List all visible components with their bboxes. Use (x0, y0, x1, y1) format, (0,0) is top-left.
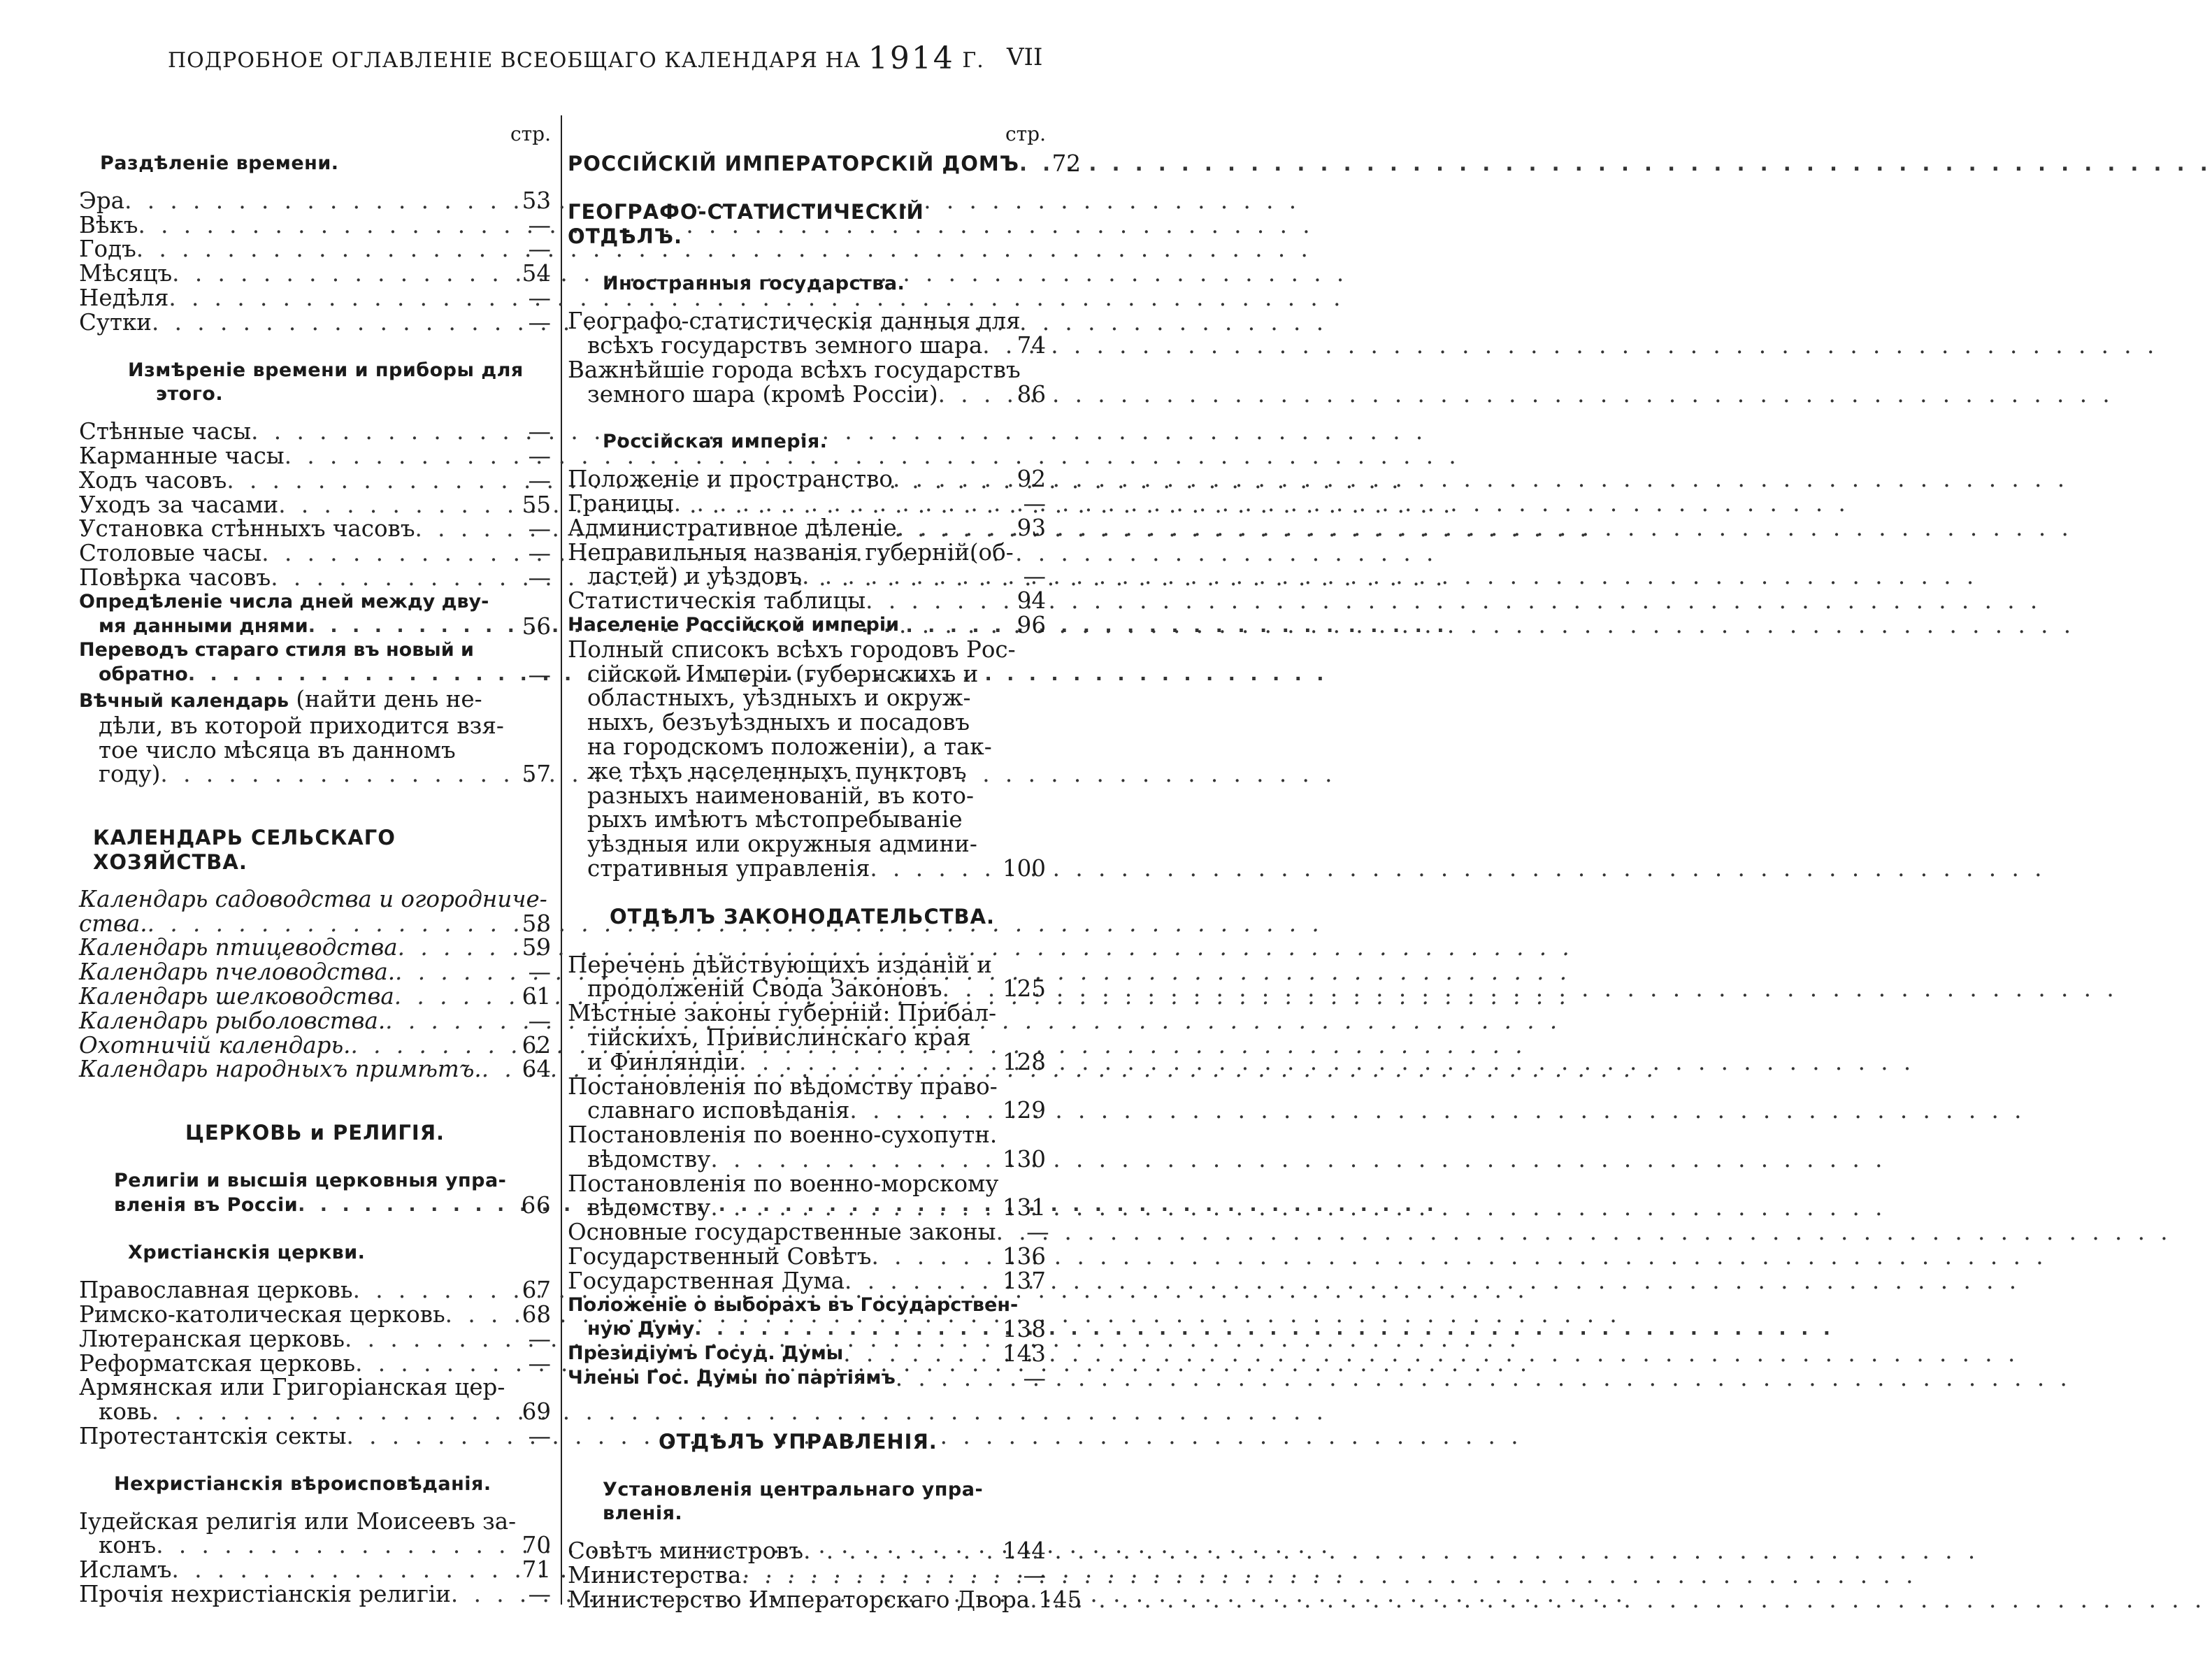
page-number: VII (1007, 43, 1043, 71)
entry-line: дѣли, въ которой приходится взя- (99, 712, 504, 739)
entry-page: 55 (522, 491, 551, 518)
entry-line: тое число мѣсяца въ данномъ (99, 736, 456, 763)
entry-page: 138 (1002, 1316, 1046, 1343)
entry-page: 59 (522, 934, 551, 961)
toc-entry[interactable] (79, 517, 551, 541)
toc-entry[interactable] (568, 1219, 1049, 1246)
entry-page: 57 (522, 761, 551, 788)
entry-page: 143 (1002, 1340, 1046, 1368)
entry-label: Повѣрка часовъ (79, 564, 271, 591)
entry-line: на городскомъ положеніи), а так- (587, 733, 992, 760)
entry-label: Государственная Дума (568, 1267, 845, 1294)
entry-label: Календарь шелководства (79, 982, 394, 1010)
toc-entry-cities[interactable] (568, 358, 1046, 407)
entry-page: 93 (1017, 514, 1046, 541)
entry-page: 129 (1002, 1097, 1046, 1124)
leader-dots (227, 468, 506, 493)
leader-dots (395, 960, 506, 984)
leader-dots (251, 420, 506, 444)
entry-line: (найти день не- (289, 685, 482, 712)
leader-dots (897, 516, 997, 540)
administration-heading: ОТДѢЛЪ УПРАВЛЕНІЯ. (659, 1429, 938, 1454)
entry-page: 61 (522, 982, 551, 1010)
entry-line: и Финляндіи (587, 1048, 740, 1075)
entry-page: — (528, 1325, 551, 1352)
christian-list (79, 1278, 551, 1449)
leader-dots (355, 1351, 506, 1376)
toc-entry-full-list[interactable] (568, 638, 1046, 881)
entry-line: областныхъ, уѣздныхъ и окруж- (587, 684, 971, 712)
central-admin-heading (568, 1478, 1046, 1527)
leader-dots (870, 856, 997, 881)
foreign-list (568, 309, 1046, 406)
entry-label: Мѣсяцъ (79, 260, 173, 287)
toc-entry[interactable] (79, 420, 551, 444)
leader-dots (136, 237, 506, 261)
entry-line: всѣхъ государствъ земного шара (587, 331, 983, 359)
entry-line: Переводъ стараго стиля въ новый и (79, 639, 474, 661)
time-division-list (79, 189, 551, 335)
time-measure-list (79, 420, 551, 787)
entry-page: — (528, 540, 551, 567)
entry-page: — (528, 1581, 551, 1608)
entry-label: Установка стѣнныхъ часовъ (79, 515, 415, 543)
entry-line: тійскихъ, Привислинскаго края (587, 1024, 971, 1051)
entry-line: Постановленія по военно-морскому (568, 1170, 999, 1197)
leader-dots (148, 912, 506, 936)
heading-line: этого. (156, 383, 224, 406)
entry-line: году) (99, 761, 161, 788)
entry-line: мя данными днями (99, 615, 308, 637)
toc-entry[interactable] (568, 1563, 1046, 1588)
toc-entry-current-laws[interactable] (568, 953, 1046, 1002)
left-column-page-header: стр. (510, 122, 551, 145)
entry-line: Неправильныя названія губерній(об- (568, 538, 1014, 566)
heading-line: Измѣреніе времени и приборы для (128, 359, 524, 381)
toc-entry[interactable] (79, 1009, 551, 1033)
entry-page: — (528, 284, 551, 311)
entry-label: Президіумъ Госуд. Думы (568, 1342, 844, 1365)
leader-dots (351, 1033, 507, 1058)
toc-entry-geo-data[interactable] (568, 309, 1046, 358)
toc-entry[interactable] (568, 516, 1046, 540)
entry-page: — (528, 308, 551, 336)
toc-entry[interactable] (79, 935, 551, 960)
heading-line: Установленія центральнаго упра- (603, 1478, 984, 1500)
entry-page: 96 (1017, 611, 1046, 638)
leader-dots (845, 1269, 997, 1293)
entry-line: ства. (79, 910, 148, 937)
entry-label: Православная церковь (79, 1277, 353, 1304)
toc-entry[interactable] (79, 984, 551, 1009)
page-header (0, 41, 1119, 89)
leader-dots (298, 1193, 506, 1218)
entry-label: Эра (79, 187, 125, 214)
leader-dots (285, 444, 506, 468)
entry-label: Календарь народныхъ примѣтъ. (79, 1056, 482, 1083)
leader-dots (278, 493, 506, 517)
entry-line: Религіи и высшія церковныя упра- (114, 1169, 507, 1191)
entry-page: 125 (1002, 975, 1046, 1003)
entry-page: 64 (522, 1056, 551, 1083)
entry-label: Исламъ (79, 1556, 172, 1584)
entry-page: 62 (522, 1031, 551, 1059)
entry-label: Римско-католическая церковь (79, 1301, 445, 1328)
leader-dots (345, 1327, 506, 1351)
leader-dots (482, 1057, 506, 1082)
entry-page: — (1023, 563, 1046, 590)
toc-entry-judaism[interactable] (79, 1507, 551, 1559)
toc-entry-days-between[interactable] (79, 590, 551, 639)
entry-label: Календарь птицеводства (79, 934, 398, 961)
toc-entry[interactable] (79, 261, 551, 286)
entry-page: 53 (522, 187, 551, 214)
entry-line: Важнѣйшіе города всѣхъ государствъ (568, 356, 1021, 383)
toc-entry[interactable] (79, 444, 551, 468)
entry-label: Члены Гос. Думы по партіямъ (568, 1367, 896, 1389)
entry-page: 130 (1002, 1145, 1046, 1173)
entry-line: вѣдомству (587, 1194, 711, 1221)
toc-entry-gardening[interactable] (79, 887, 551, 936)
entry-page: — (1023, 489, 1046, 517)
entry-label: Населеніе Россійской имперіи (568, 613, 900, 636)
entry-page: 72 (1051, 150, 1082, 177)
leader-dots (138, 213, 506, 238)
entry-page: 131 (1002, 1194, 1046, 1221)
column-divider (561, 115, 562, 1605)
leader-dots (385, 1009, 506, 1033)
toc-entry-elections[interactable] (568, 1293, 1046, 1342)
toc-entry-style-conversion[interactable] (79, 638, 551, 687)
entry-line: ную Думу (587, 1318, 695, 1340)
toc-entry-eternal-calendar[interactable] (79, 687, 551, 787)
leader-dots (694, 1317, 997, 1342)
toc-entry[interactable] (79, 960, 551, 984)
toc-entry-church-admin[interactable] (79, 1169, 551, 1218)
entry-line: Полный списокъ всѣхъ городовъ Рос- (568, 636, 1016, 663)
entry-page: 86 (1017, 380, 1046, 408)
entry-line: Іудейская религія или Моисеевъ за- (79, 1507, 517, 1535)
geo-stat-heading: ГЕОГРАФО-СТАТИСТИЧЕСКІЙ ОТДѢЛЪ. (568, 199, 924, 248)
leader-dots (1019, 152, 1032, 176)
entry-line: Армянская или Григоріанская цер- (79, 1374, 505, 1401)
toc-entry[interactable] (568, 1245, 1046, 1269)
entry-page: 70 (522, 1532, 551, 1559)
toc-entry[interactable] (79, 1278, 551, 1303)
entry-page: — (528, 661, 551, 689)
entry-page: — (528, 959, 551, 986)
entry-label: Сутки (79, 308, 152, 336)
entry-line: вленія въ Россіи (114, 1193, 299, 1216)
toc-entry[interactable] (79, 1303, 551, 1327)
leader-dots (394, 984, 506, 1009)
entry-line: стративныя управленія (587, 854, 870, 882)
entry-line: уѣздныя или окружныя админи- (587, 831, 977, 858)
toc-entry-population[interactable] (568, 613, 1046, 638)
entry-page: 136 (1002, 1243, 1046, 1270)
entry-line: Мѣстные законы губерній: Прибал- (568, 1000, 997, 1027)
leader-dots (942, 977, 997, 1001)
entry-label: РОССІЙСКІЙ ИМПЕРАТОРСКІЙ ДОМЪ (568, 152, 1020, 175)
toc-entry-members[interactable] (568, 1366, 1046, 1391)
toc-entry-armenian[interactable] (79, 1375, 551, 1424)
running-title (168, 41, 984, 76)
entry-page: 137 (1002, 1267, 1046, 1294)
entry-line: обратно (99, 664, 188, 686)
toc-entry[interactable] (568, 489, 1046, 517)
entry-page: — (528, 1423, 551, 1450)
leader-dots (152, 310, 506, 335)
entry-label: Положеніе и пространство (568, 466, 893, 493)
toc-entry[interactable] (79, 468, 551, 493)
entry-line: сійской Имперіи (губернскихъ и (587, 660, 979, 687)
entry-line: конъ (99, 1532, 157, 1559)
entry-page: 74 (1017, 331, 1046, 359)
entry-line: ковь (99, 1398, 152, 1426)
leader-dots (261, 541, 506, 566)
entry-label: Министерство Императорскаго Двора (568, 1586, 1030, 1613)
leader-dots (156, 1533, 506, 1558)
nonchristian-heading: Нехристіанскія вѣроисповѣданія. (114, 1472, 491, 1495)
toc-entry-presidium[interactable] (568, 1342, 1046, 1366)
leader-dots (168, 286, 506, 310)
leader-dots (802, 564, 997, 589)
entry-page: — (1026, 1219, 1049, 1246)
entry-label: Основные государственные законы (568, 1219, 996, 1246)
toc-entry[interactable] (79, 1424, 551, 1449)
leader-dots (710, 1196, 997, 1220)
toc-entry[interactable] (79, 1351, 551, 1376)
entry-line: славнаго исповѣданія (587, 1097, 850, 1124)
entry-page: 144 (1002, 1537, 1046, 1565)
entry-page: — (528, 515, 551, 543)
entry-line: продолженій Свода Законовъ (587, 975, 942, 1003)
toc-entry[interactable] (568, 467, 1046, 492)
entry-label: Министерства (568, 1562, 742, 1589)
entry-page: 68 (522, 1301, 551, 1328)
leader-dots (398, 935, 506, 960)
church-heading: ЦЕРКОВЬ и РЕЛИГІЯ. (185, 1121, 445, 1145)
entry-page: — (528, 1349, 551, 1377)
time-division-heading: Раздѣленіе времени. (100, 152, 339, 174)
entry-page: 58 (522, 910, 551, 937)
entry-line: Постановленія по военно-сухопутн. (568, 1121, 998, 1149)
entry-line: же тѣхъ населенныхъ пунктовъ (587, 757, 967, 784)
legislation-list (568, 951, 1049, 1392)
entry-page: — (1023, 1365, 1046, 1392)
russian-empire-heading: Россійская имперія. (603, 431, 828, 453)
entry-line: земного шара (кромѣ Россіи) (587, 380, 938, 408)
leader-dots (843, 1342, 997, 1366)
entry-page: — (528, 442, 551, 469)
toc-entry[interactable] (79, 213, 551, 238)
toc-entry[interactable] (79, 1558, 551, 1582)
toc-entry[interactable] (79, 541, 551, 566)
entry-page: 67 (522, 1277, 551, 1304)
agriculture-heading: КАЛЕНДАРЬ СЕЛЬСКАГО ХОЗЯЙСТВА. (93, 826, 396, 874)
running-title-text: ПОДРОБНОЕ ОГЛАВЛЕНІЕ ВСЕОБЩАГО КАЛЕНДАРЯ НА (168, 48, 861, 73)
toc-entry-orthodox[interactable] (568, 1075, 1046, 1124)
entry-page: 66 (521, 1191, 551, 1219)
leader-dots (982, 334, 997, 358)
entry-page: 94 (1017, 587, 1046, 615)
toc-entry[interactable] (568, 589, 1046, 613)
toc-entry[interactable] (79, 1033, 551, 1058)
toc-entry[interactable] (79, 566, 551, 590)
entry-page: 145 (1038, 1586, 1082, 1613)
leader-dots (739, 1050, 997, 1075)
russian-empire-list (568, 467, 1046, 881)
entry-label: Годъ (79, 236, 136, 263)
leader-dots (152, 1400, 506, 1424)
leader-dots (938, 382, 997, 407)
entry-line: разныхъ наименованій, въ кото- (587, 782, 974, 809)
entry-label: Лютеранская церковь (79, 1325, 345, 1352)
leader-dots (346, 1424, 506, 1449)
right-column-page-header: стр. (1005, 122, 1046, 145)
entry-label: Карманные часы (79, 442, 285, 469)
toc-entry-local-laws[interactable] (568, 1001, 1046, 1074)
entry-label: Прочія нехристіанскія религіи (79, 1581, 451, 1608)
leader-dots (866, 589, 997, 613)
administration-list (568, 1537, 1082, 1613)
toc-entry[interactable] (568, 1539, 1046, 1563)
entry-page: 54 (522, 260, 551, 287)
leader-dots (871, 1245, 997, 1269)
leader-dots (415, 517, 506, 541)
entry-page: — (528, 466, 551, 494)
leader-dots (451, 1582, 506, 1607)
right-column (568, 122, 1082, 1613)
toc-entry[interactable] (79, 1057, 551, 1082)
leader-dots (271, 566, 506, 590)
entry-page: — (528, 1007, 551, 1034)
entry-page: — (528, 418, 551, 445)
entry-page: 100 (1002, 854, 1046, 882)
entry-label: Реформатская церковь (79, 1349, 356, 1377)
entry-line-bold: Вѣчный календарь (79, 689, 289, 712)
leader-dots (124, 189, 506, 213)
toc-entry-army[interactable] (568, 1123, 1046, 1172)
leader-dots (445, 1303, 506, 1327)
entry-label: Столовые часы (79, 540, 262, 567)
entry-label: Календарь пчеловодства. (79, 959, 396, 986)
agriculture-list (79, 887, 551, 1082)
entry-label: Административное дѣленіе (568, 514, 897, 541)
toc-entry[interactable] (79, 1582, 551, 1607)
toc-entry-navy[interactable] (568, 1172, 1046, 1221)
entry-line: рыхъ имѣютъ мѣстопребываніе (587, 806, 963, 833)
entry-page: 56 (522, 612, 551, 640)
christian-heading: Христіанскія церкви. (128, 1242, 366, 1264)
entry-label: Статистическія таблицы (568, 587, 866, 615)
leader-dots (899, 613, 997, 638)
entry-label: Календарь рыболовства. (79, 1007, 386, 1034)
leader-dots (849, 1098, 997, 1123)
leader-dots (896, 1366, 997, 1391)
entry-line: ластей) и уѣздовъ (587, 563, 803, 590)
entry-line: ныхъ, безъуѣздныхъ и посадовъ (587, 709, 970, 736)
left-column (79, 122, 551, 1607)
toc-entry[interactable] (79, 1327, 551, 1351)
leader-dots (674, 492, 997, 516)
leader-dots (160, 762, 506, 787)
entry-label: Недѣля (79, 284, 169, 311)
running-title-year: 1914 (868, 41, 955, 76)
leader-dots (308, 615, 506, 639)
entry-page: 128 (1002, 1048, 1046, 1075)
entry-label: Границы (568, 489, 674, 517)
legislation-heading: ОТДѢЛЪ ЗАКОНОДАТЕЛЬСТВА. (610, 904, 996, 928)
entry-line: Опредѣленіе числа дней между дву- (79, 590, 489, 612)
entry-label: Охотничій календарь. (79, 1031, 351, 1059)
time-measure-heading (79, 359, 551, 408)
leader-dots (803, 1539, 997, 1563)
entry-page: — (528, 211, 551, 238)
toc-entry-wrong-names[interactable] (568, 540, 1046, 589)
entry-line: Географо-статистическія данныя для (568, 308, 1021, 335)
entry-page: 69 (522, 1398, 551, 1426)
entry-page: — (528, 236, 551, 263)
entry-line: Календарь садоводства и огородниче- (79, 885, 547, 912)
toc-entry[interactable] (79, 189, 551, 213)
entry-label: Государственный Совѣтъ (568, 1243, 872, 1270)
toc-entry[interactable] (79, 493, 551, 517)
entry-page: — (1023, 1562, 1046, 1589)
toc-entry[interactable] (79, 286, 551, 310)
foreign-heading: Иностранныя государства. (603, 273, 905, 295)
nonchristian-list (79, 1507, 551, 1608)
leader-dots (188, 663, 506, 687)
toc-entry[interactable] (79, 237, 551, 261)
entry-line: Перечень дѣйствующихъ изданій и (568, 951, 992, 978)
leader-dots (353, 1278, 506, 1303)
toc-entry-imperial-house[interactable] (568, 150, 1082, 177)
toc-entry[interactable] (568, 1586, 1082, 1613)
toc-entry[interactable] (568, 1269, 1046, 1293)
leader-dots (172, 261, 506, 286)
entry-label: Протестантскія секты (79, 1423, 347, 1450)
heading-line: вленія. (603, 1503, 683, 1525)
entry-line: вѣдомству (587, 1145, 711, 1173)
leader-dots (172, 1558, 506, 1582)
entry-label: Вѣкъ (79, 211, 138, 238)
entry-label: Ходъ часовъ (79, 466, 227, 494)
entry-page: 71 (522, 1556, 551, 1584)
toc-entry[interactable] (79, 310, 551, 335)
entry-line: Постановленія по вѣдомству право- (568, 1073, 998, 1100)
entry-page: — (528, 564, 551, 591)
entry-page: 92 (1017, 466, 1046, 493)
leader-dots (741, 1563, 997, 1588)
leader-dots (893, 467, 997, 492)
leader-dots (710, 1147, 997, 1172)
entry-label: Стѣнные часы (79, 418, 252, 445)
entry-label: Совѣтъ министровъ (568, 1537, 804, 1565)
entry-line: Положеніе о выборахъ въ Государствен- (568, 1293, 1019, 1316)
running-title-year-suffix: Г. (962, 48, 984, 73)
entry-label: Уходъ за часами (79, 491, 279, 518)
